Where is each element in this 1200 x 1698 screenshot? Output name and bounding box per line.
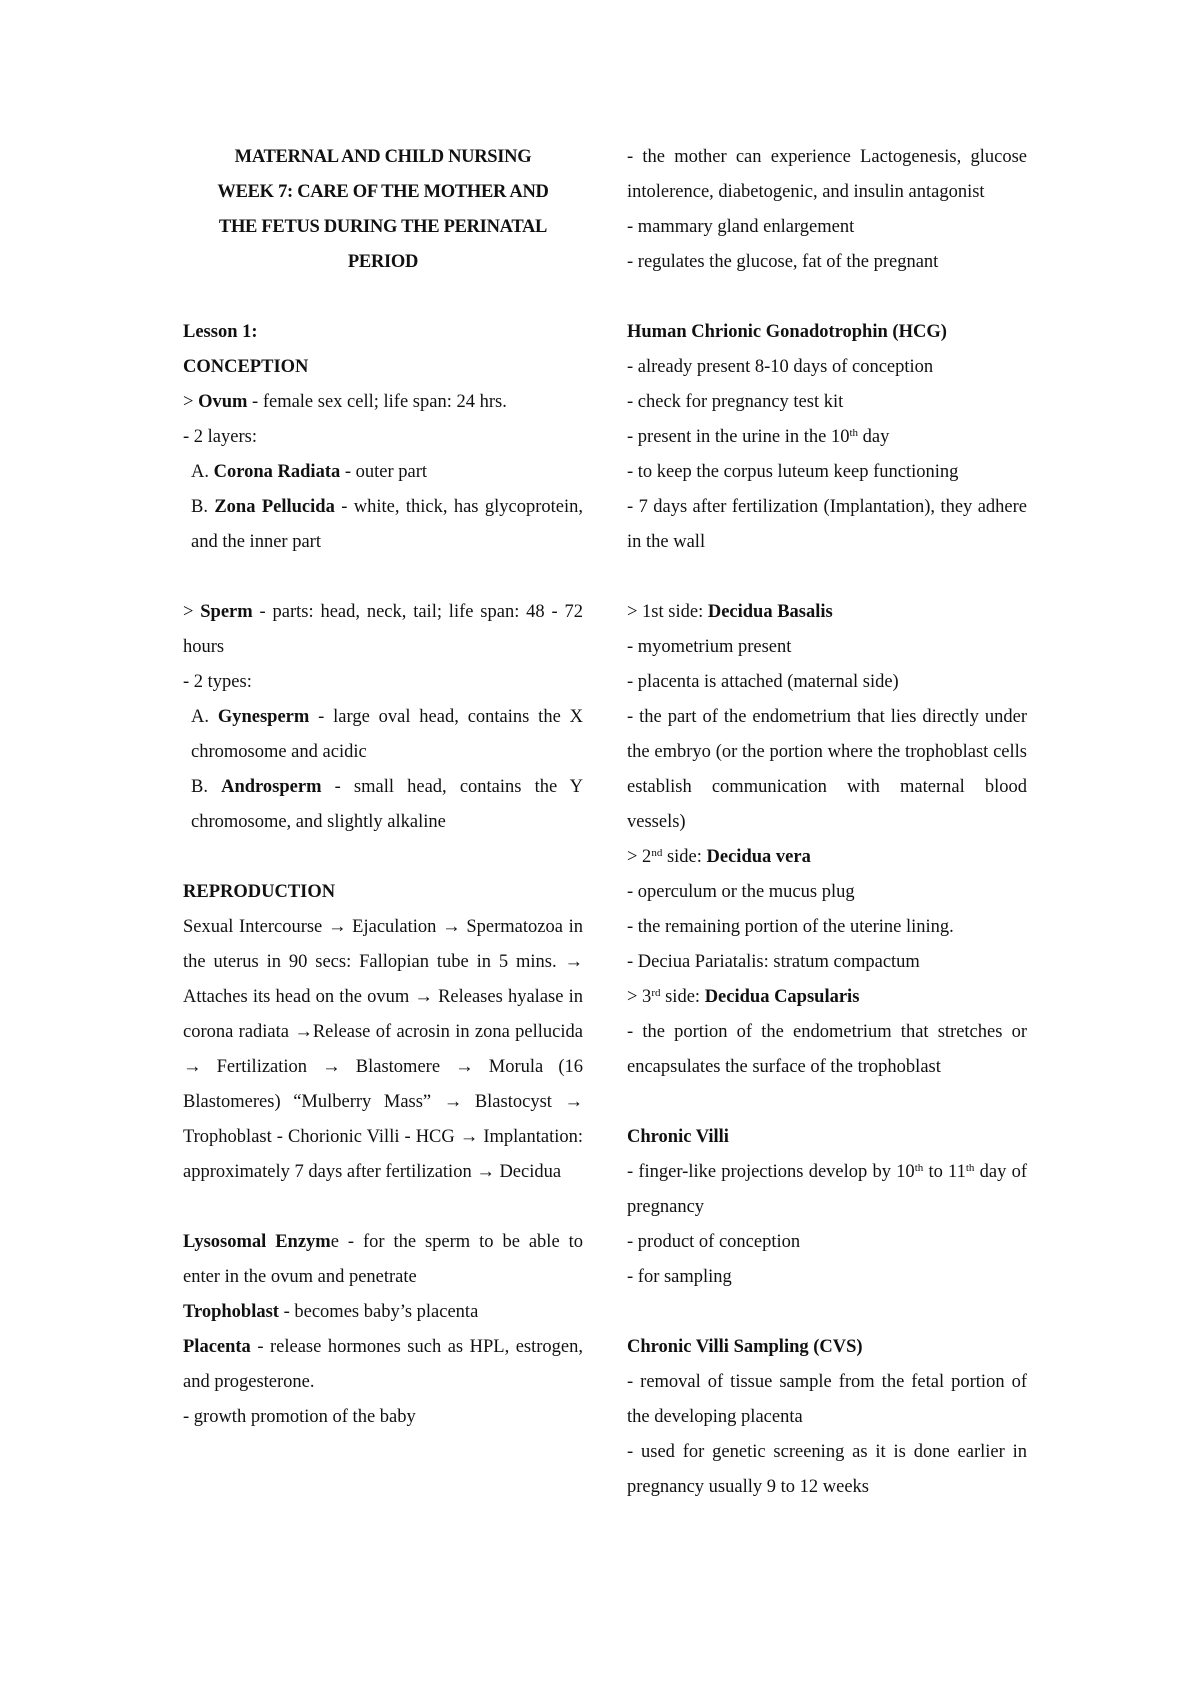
placenta-item: Placenta - release hormones such as HPL, estrogen, and progesterone. [183, 1337, 583, 1392]
hcg-item-1: - already present 8-10 days of conception [627, 357, 934, 377]
document-title [183, 140, 583, 280]
regulates-item: - regulates the glucose, fat of the pregnant [627, 252, 939, 272]
chronic-villi-heading: Chronic Villi [627, 1127, 729, 1147]
lysosomal-enzyme-item: Lysosomal Enzyme - for the sperm to be able to enter in the ovum and penetrate [183, 1232, 583, 1287]
right-column [627, 140, 1027, 1505]
cvs-item-1: - removal of tissue sample from the fetal portion of the developing placenta [627, 1372, 1027, 1427]
androsperm-item: B. Androsperm - small head, contains the Y chromosome, and slightly alkaline [191, 777, 584, 832]
lesson-label: Lesson 1: [183, 322, 258, 342]
hcg-heading: Human Chrionic Gonadotrophin (HCG) [627, 322, 947, 342]
sperm-types-label: - 2 types: [183, 672, 252, 692]
growth-item: - growth promotion of the baby [183, 1407, 416, 1427]
basalis-item-1: - myometrium present [627, 637, 792, 657]
corona-radiata-item: A. Corona Radiata - outer part [191, 462, 428, 482]
mammary-item: - mammary gland enlargement [627, 217, 855, 237]
cvs-heading: Chronic Villi Sampling (CVS) [627, 1337, 863, 1357]
basalis-item-2: - placenta is attached (maternal side) [627, 672, 899, 692]
title-line-3: THE FETUS DURING THE PERINATAL [218, 217, 548, 237]
title-line-1: MATERNAL AND CHILD NURSING [234, 147, 532, 167]
title-line-4: PERIOD [347, 252, 419, 272]
left-column [183, 140, 583, 1435]
basalis-item-3: - the part of the endometrium that lies directly under the embryo (or the portion where the trophoblast cells establish communication with maternal blood vessels) [627, 707, 1027, 832]
trophoblast-item: Trophoblast - becomes baby’s placenta [183, 1302, 479, 1322]
conception-heading: CONCEPTION [183, 357, 309, 377]
villi-item-1: - finger-like projections develop by 10th to 11th day of pregnancy [627, 1162, 1027, 1217]
vera-item-1: - operculum or the mucus plug [627, 882, 855, 902]
sperm-definition: > Sperm - parts: head, neck, tail; life span: 48 - 72 hours [183, 602, 583, 657]
hcg-item-4: - to keep the corpus luteum keep functioning [627, 462, 959, 482]
hcg-item-3: - present in the urine in the 10th day [627, 427, 890, 447]
decidua-basalis-heading: > 1st side: Decidua Basalis [627, 602, 833, 622]
zona-pellucida-item: B. Zona Pellucida - white, thick, has glycoprotein, and the inner part [191, 497, 583, 552]
reproduction-process: Sexual Intercourse → Ejaculation → Spermatozoa in the uterus in 90 secs: Fallopian tube in 5 mins. → Attaches its head on the ovum → Releases hyalase in corona radiata →Release of acrosin in zona pellucida → Fertilization → Blastomere → Morula (16 Blastomeres) “Mulberry Mass” → Blastocyst → Trophoblast - Chorionic Villi - HCG → Implantation: approximately 7 days after fertilization → Decidua [183, 917, 583, 1182]
reproduction-heading: REPRODUCTION [183, 882, 336, 902]
vera-item-2: - the remaining portion of the uterine lining. [627, 917, 954, 937]
capsularis-item-1: - the portion of the endometrium that stretches or encapsulates the surface of the trophoblast [627, 1022, 1027, 1077]
villi-item-2: - product of conception [627, 1232, 801, 1252]
title-line-2: WEEK 7: CARE OF THE MOTHER AND [217, 182, 549, 202]
vera-item-3: - Deciua Pariatalis: stratum compactum [627, 952, 920, 972]
ovum-layers-label: - 2 layers: [183, 427, 257, 447]
villi-item-3: - for sampling [627, 1267, 732, 1287]
ovum-definition: > Ovum - female sex cell; life span: 24 hrs. [183, 392, 507, 412]
decidua-vera-heading: > 2nd side: Decidua vera [627, 847, 811, 867]
cvs-item-2: - used for genetic screening as it is done earlier in pregnancy usually 9 to 12 weeks [627, 1442, 1027, 1497]
hcg-item-2: - check for pregnancy test kit [627, 392, 844, 412]
decidua-capsularis-heading: > 3rd side: Decidua Capsularis [627, 987, 860, 1007]
gynesperm-item: A. Gynesperm - large oval head, contains the X chromosome and acidic [191, 707, 583, 762]
hcg-item-5: - 7 days after fertilization (Implantation), they adhere in the wall [627, 497, 1027, 552]
lactogenesis-item: - the mother can experience Lactogenesis, glucose intolerence, diabetogenic, and insulin antagonist [627, 147, 1027, 202]
